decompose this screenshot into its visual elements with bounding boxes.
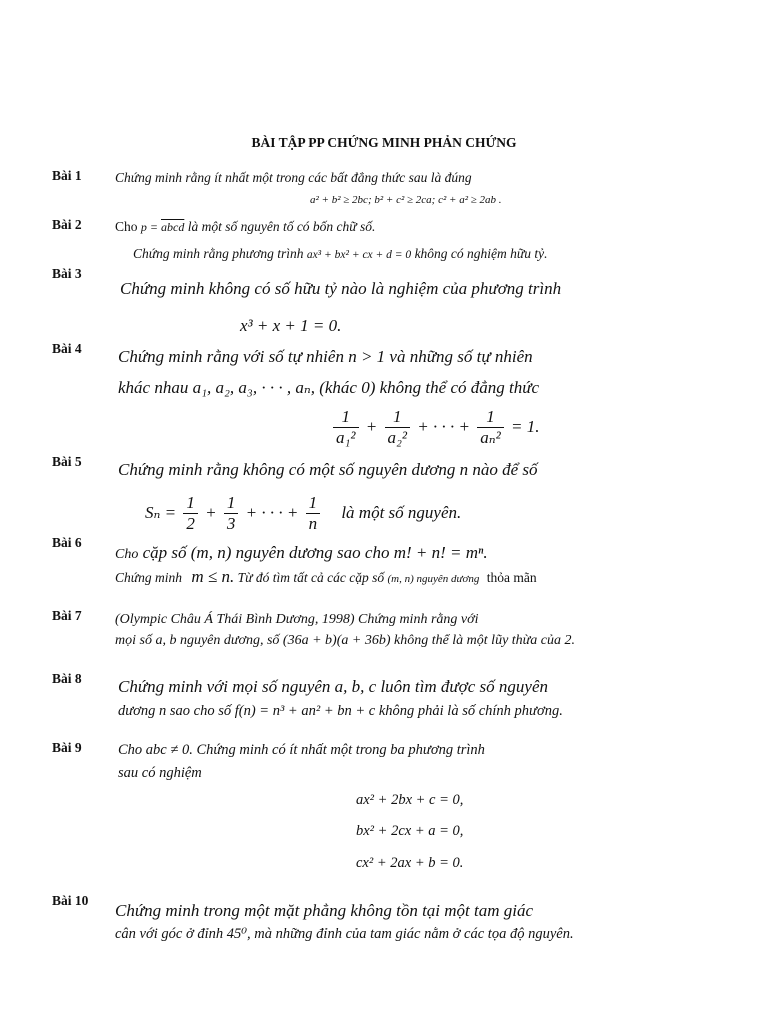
problem-label: Bài 7 (52, 608, 82, 623)
problem-label: Bài 1 (52, 168, 82, 183)
problem-text: sau có nghiệm (118, 765, 202, 781)
problem-text (115, 543, 488, 563)
problem-text: Chứng minh rằng không có một số nguyên dương n nào để số (118, 460, 538, 479)
fraction-numerator: 1 (306, 494, 321, 514)
problem-text (115, 219, 375, 235)
page-title: BÀI TẬP PP CHỨNG MINH PHẢN CHỨNG (251, 135, 517, 150)
problem-formula: ax² + 2bx + c = 0, (356, 792, 464, 808)
problem-label: Bài 4 (52, 341, 82, 356)
problem-formula (330, 408, 539, 448)
fraction-denominator: a₁² (336, 427, 356, 447)
problem-text-part: cặp số (m, n) nguyên dương sao cho m! + n! = mⁿ. (142, 543, 488, 562)
problem-text-part: thỏa mãn (486, 570, 537, 585)
fraction (306, 494, 321, 534)
fraction (477, 408, 504, 448)
fraction-denominator: n (308, 513, 318, 533)
formula-tail: là một số nguyên. (341, 502, 462, 522)
formula-operator: + (205, 502, 217, 522)
fraction-denominator: 3 (226, 513, 236, 533)
problem-text-part: là một số nguyên tố có bốn chữ số. (187, 219, 376, 234)
problem-formula (141, 220, 184, 234)
problem-formula-abcd: abcd (161, 220, 185, 234)
formula-lhs: Sₙ = (145, 502, 177, 522)
problem-label: Bài 5 (52, 454, 82, 469)
problem-text: Cho abc ≠ 0. Chứng minh có ít nhất một trong ba phương trình (118, 742, 485, 758)
problem-text-part: Chứng minh (115, 570, 182, 585)
problem-formula: a² + b² ≥ 2bc; b² + c² ≥ 2ca; c² + a² ≥ 2ab . (310, 194, 502, 206)
problem-formula-p: p = (140, 220, 161, 234)
problem-text-part: Cho (115, 547, 139, 562)
formula-operator: + (365, 416, 378, 436)
problem-label: Bài 8 (52, 671, 82, 686)
problem-label: Bài 2 (52, 217, 82, 232)
problem-text: Chứng minh với mọi số nguyên a, b, c luôn tìm được số nguyên (118, 677, 548, 696)
problem-label: Bài 3 (52, 266, 82, 281)
problem-text-part: Cho (115, 219, 138, 234)
problem-label: Bài 10 (52, 893, 89, 908)
problem-formula: cx² + 2ax + b = 0. (356, 855, 464, 871)
fraction (183, 494, 198, 534)
problem-text: Chứng minh trong một mặt phẳng không tồn tại một tam giác (115, 901, 534, 920)
problem-text (133, 246, 548, 262)
fraction-denominator: a₂² (387, 427, 408, 447)
fraction-numerator: 1 (333, 408, 359, 428)
problem-label: Bài 6 (52, 535, 82, 550)
problem-formula: m ≤ n. (191, 567, 235, 586)
formula-operator: + · · · + (417, 416, 470, 436)
fraction (385, 408, 411, 448)
fraction-numerator: 1 (385, 408, 411, 428)
fraction-denominator: aₙ² (480, 427, 501, 447)
problem-text (115, 567, 537, 587)
problem-text-part: không có nghiệm hữu tỷ. (414, 246, 548, 261)
problem-text-part: Chứng minh rằng phương trình (133, 246, 304, 261)
problem-text: Chứng minh rằng với số tự nhiên n > 1 và những số tự nhiên (118, 347, 533, 366)
problem-text: Chứng minh không có số hữu tỷ nào là nghiệm của phương trình (120, 279, 562, 298)
problem-text: cân với góc ở đỉnh 45⁰, mà những đỉnh của tam giác nằm ở các tọa độ nguyên. (115, 926, 574, 942)
problem-formula: bx² + 2cx + a = 0, (356, 823, 464, 839)
problem-formula: (m, n) nguyên dương (387, 573, 480, 585)
fraction-numerator: 1 (477, 408, 504, 428)
fraction-numerator: 1 (224, 494, 239, 514)
problem-formula: ax³ + bx² + cx + d = 0 (306, 249, 412, 261)
problem-text: dương n sao cho số f(n) = n³ + an² + bn + c không phải là số chính phương. (118, 703, 563, 719)
problem-text: (Olympic Châu Á Thái Bình Dương, 1998) Chứng minh rằng với (115, 612, 479, 627)
formula-operator: + · · · + (245, 502, 299, 522)
formula-operator: = 1. (510, 416, 540, 436)
problem-formula (145, 494, 461, 534)
fraction-numerator: 1 (183, 494, 198, 514)
fraction (333, 408, 359, 448)
problem-text: Chứng minh rằng ít nhất một trong các bất đẳng thức sau là đúng (115, 170, 472, 185)
problem-text: mọi số a, b nguyên dương, số (36a + b)(a + 36b) không thể là một lũy thừa của 2. (115, 633, 576, 648)
problem-text-part: Từ đó tìm tất cả các cặp số (237, 570, 385, 585)
fraction-denominator: 2 (186, 513, 195, 533)
problem-formula: x³ + x + 1 = 0. (240, 316, 342, 335)
problem-text: khác nhau a₁, a₂, a₃, · · · , aₙ, (khác 0) không thể có đẳng thức (118, 378, 540, 397)
fraction (224, 494, 239, 534)
problem-label: Bài 9 (52, 740, 82, 755)
